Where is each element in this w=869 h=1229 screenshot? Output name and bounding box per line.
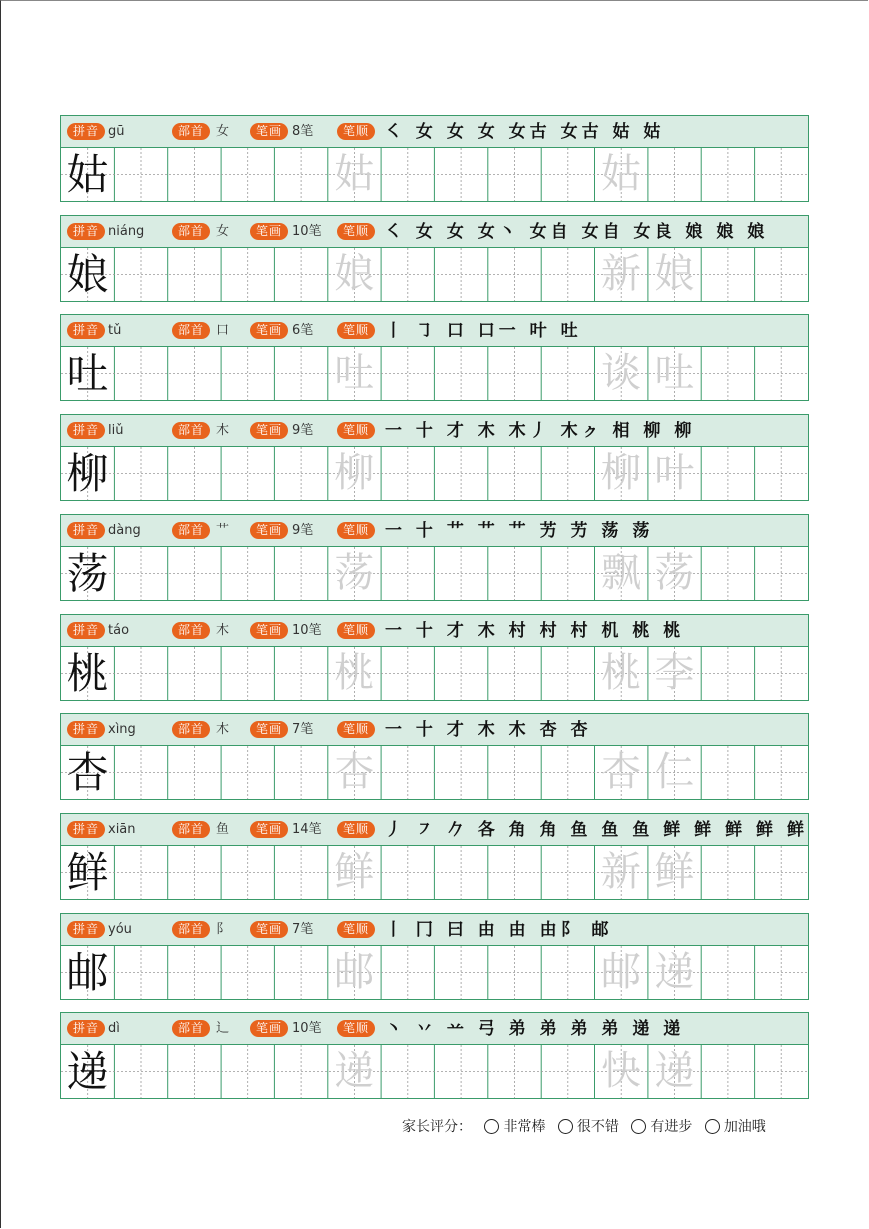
trace-cell[interactable] [221, 647, 274, 700]
trace-cell[interactable] [221, 347, 274, 400]
character-row [60, 115, 809, 202]
pinyin-badge: 拼音 [67, 522, 105, 539]
trace-cell[interactable] [114, 647, 167, 700]
trace-cell[interactable] [168, 248, 221, 301]
trace-cell[interactable] [221, 547, 274, 600]
rating-option-label: 很不错 [576, 1119, 619, 1135]
trace-cell[interactable] [648, 148, 701, 201]
trace-cell[interactable] [434, 946, 487, 999]
trace-cell[interactable] [541, 148, 594, 201]
trace-cell[interactable] [381, 248, 434, 301]
trace-cell[interactable]: 桃 [601, 650, 641, 696]
main-character: 桃 [66, 649, 109, 698]
trace-cell[interactable] [114, 447, 167, 500]
trace-cell[interactable]: 姑 [334, 151, 375, 197]
stroke-order-sequence: 一 十 才 木 村 村 村 机 桃 桃 [385, 621, 685, 641]
trace-cell[interactable] [381, 148, 434, 201]
radical-value: 阝 [216, 922, 230, 937]
stroke-count-value [292, 1020, 322, 1037]
trace-cell[interactable] [434, 846, 487, 899]
stroke-unit: 笔 [308, 1021, 322, 1036]
row-header [61, 315, 808, 347]
rating-option-circle-1[interactable] [558, 1119, 573, 1134]
trace-cell[interactable]: 新 [601, 849, 641, 895]
trace-cell[interactable] [434, 148, 487, 201]
trace-cell[interactable] [701, 647, 754, 700]
radical-value: 口 [216, 323, 230, 338]
trace-cell[interactable] [755, 1045, 808, 1098]
rating-option-label: 有进步 [650, 1119, 693, 1135]
stroke-count-value [292, 622, 322, 639]
trace-cell[interactable] [541, 1045, 594, 1098]
radical-badge: 部首 [172, 921, 210, 938]
radical-value: 木 [216, 623, 230, 638]
trace-cell[interactable] [381, 846, 434, 899]
pinyin-badge: 拼音 [67, 322, 105, 339]
writing-grid [61, 547, 808, 600]
radical-value: 鱼 [216, 822, 230, 837]
radical-badge: 部首 [172, 721, 210, 738]
pinyin-value: tǔ [108, 323, 122, 338]
radical-value: 辶 [216, 1021, 230, 1036]
stroke-count-badge: 笔画 [250, 422, 288, 439]
character-row [60, 215, 809, 302]
trace-cell[interactable]: 桃 [334, 650, 375, 696]
stroke-count-number: 10 [292, 1021, 309, 1036]
trace-cell[interactable] [274, 846, 327, 899]
rating-label: 家长评分： [402, 1119, 472, 1135]
row-header [61, 814, 808, 846]
trace-cell[interactable] [168, 647, 221, 700]
main-character: 荡 [66, 549, 109, 598]
trace-cell[interactable]: 荡 [654, 550, 695, 596]
radical-badge: 部首 [172, 622, 210, 639]
stroke-count-value [292, 422, 313, 439]
writing-grid [61, 1045, 808, 1098]
stroke-order-badge: 笔顺 [337, 522, 375, 539]
stroke-unit: 笔 [308, 822, 322, 837]
trace-cell[interactable] [541, 547, 594, 600]
stroke-unit: 笔 [300, 124, 314, 139]
trace-cell[interactable] [488, 447, 541, 500]
pinyin-badge: 拼音 [67, 1020, 105, 1037]
rating-option-label: 非常棒 [503, 1119, 546, 1135]
radical-value: 艹 [216, 523, 230, 538]
trace-cell[interactable] [488, 347, 541, 400]
character-row [60, 1012, 809, 1099]
trace-cell[interactable] [168, 148, 221, 201]
stroke-unit: 笔 [300, 722, 314, 737]
stroke-unit: 笔 [300, 423, 314, 438]
rating-option-circle-0[interactable] [484, 1119, 499, 1134]
stroke-count-badge: 笔画 [250, 123, 288, 140]
trace-cell[interactable] [381, 647, 434, 700]
trace-cell[interactable]: 杏 [601, 749, 641, 795]
stroke-order-sequence: 一 十 才 木 木丿 木ㇰ 相 柳 柳 [385, 421, 696, 441]
trace-cell[interactable] [434, 248, 487, 301]
trace-cell[interactable]: 鲜 [334, 849, 375, 895]
trace-cell[interactable] [541, 846, 594, 899]
stroke-count-value [292, 123, 313, 140]
trace-cell[interactable] [381, 547, 434, 600]
pinyin-badge: 拼音 [67, 422, 105, 439]
trace-cell[interactable] [488, 1045, 541, 1098]
trace-cell[interactable] [541, 647, 594, 700]
writing-grid [61, 347, 808, 400]
pinyin-value: liǔ [108, 423, 124, 438]
trace-cell[interactable] [221, 946, 274, 999]
trace-cell[interactable] [755, 347, 808, 400]
stroke-order-sequence: 丨 ㇆ 口 口一 叶 吐 [385, 321, 582, 341]
trace-cell[interactable] [488, 647, 541, 700]
pinyin-badge: 拼音 [67, 223, 105, 240]
stroke-count-number: 7 [292, 922, 301, 937]
trace-cell[interactable] [168, 1045, 221, 1098]
trace-cell[interactable] [274, 148, 327, 201]
trace-cell[interactable] [381, 1045, 434, 1098]
stroke-count-number: 10 [292, 623, 309, 638]
trace-cell[interactable] [488, 746, 541, 799]
trace-cell[interactable] [755, 447, 808, 500]
trace-cell[interactable]: 邮 [334, 949, 375, 995]
stroke-count-value [292, 821, 322, 838]
stroke-unit: 笔 [300, 922, 314, 937]
trace-cell[interactable]: 荡 [334, 550, 375, 596]
trace-cell[interactable]: 杏 [334, 749, 375, 795]
trace-cell[interactable] [755, 647, 808, 700]
trace-cell[interactable] [755, 248, 808, 301]
trace-cell[interactable] [755, 846, 808, 899]
stroke-count-value [292, 322, 313, 339]
trace-cell[interactable]: 鲜 [654, 849, 695, 895]
trace-cell[interactable] [168, 746, 221, 799]
trace-cell[interactable] [541, 248, 594, 301]
main-character: 递 [66, 1047, 109, 1096]
trace-cell[interactable] [701, 447, 754, 500]
trace-cell[interactable] [168, 447, 221, 500]
stroke-order-sequence: 一 十 艹 艹 艹 艻 艻 荡 荡 [385, 521, 654, 541]
stroke-count-badge: 笔画 [250, 322, 288, 339]
radical-value: 木 [216, 722, 230, 737]
pinyin-value: táo [108, 623, 130, 638]
pinyin-badge: 拼音 [67, 123, 105, 140]
trace-cell[interactable] [701, 746, 754, 799]
trace-cell[interactable]: 李 [654, 650, 695, 696]
stroke-count-value [292, 721, 313, 738]
character-row [60, 414, 809, 501]
radical-badge: 部首 [172, 123, 210, 140]
trace-cell[interactable] [381, 746, 434, 799]
stroke-count-number: 10 [292, 224, 309, 239]
character-row [60, 314, 809, 401]
stroke-count-badge: 笔画 [250, 721, 288, 738]
pinyin-badge: 拼音 [67, 821, 105, 838]
trace-cell[interactable] [274, 647, 327, 700]
stroke-unit: 笔 [308, 623, 322, 638]
stroke-count-value [292, 921, 313, 938]
trace-cell[interactable] [701, 846, 754, 899]
trace-cell[interactable]: 吐 [334, 350, 375, 396]
pinyin-badge: 拼音 [67, 721, 105, 738]
stroke-count-value [292, 522, 313, 539]
row-header [61, 714, 808, 746]
stroke-order-badge: 笔顺 [337, 1020, 375, 1037]
trace-cell[interactable]: 娘 [654, 251, 695, 297]
pinyin-badge: 拼音 [67, 921, 105, 938]
trace-cell[interactable] [221, 1045, 274, 1098]
trace-cell[interactable] [755, 547, 808, 600]
trace-cell[interactable]: 娘 [334, 251, 375, 297]
stroke-order-badge: 笔顺 [337, 322, 375, 339]
trace-cell[interactable]: 柳 [601, 450, 641, 496]
trace-cell[interactable] [114, 1045, 167, 1098]
trace-cell[interactable]: 快 [601, 1048, 641, 1094]
stroke-count-badge: 笔画 [250, 223, 288, 240]
stroke-unit: 笔 [308, 224, 322, 239]
pinyin-value: niáng [108, 224, 145, 239]
parent-rating [402, 1116, 766, 1138]
writing-grid [61, 148, 808, 201]
trace-cell[interactable] [114, 248, 167, 301]
stroke-order-sequence: 一 十 才 木 木 杏 杏 [385, 720, 592, 740]
trace-cell[interactable] [434, 1045, 487, 1098]
stroke-count-badge: 笔画 [250, 821, 288, 838]
pinyin-value: yóu [108, 922, 132, 937]
stroke-order-badge: 笔顺 [337, 921, 375, 938]
trace-cell[interactable] [221, 447, 274, 500]
trace-cell[interactable] [114, 946, 167, 999]
main-character: 杏 [66, 748, 109, 797]
stroke-order-sequence: ㇛ 女 女 女丶 女自 女自 女良 娘 娘 娘 [385, 222, 769, 242]
radical-badge: 部首 [172, 422, 210, 439]
writing-grid [61, 447, 808, 500]
stroke-count-number: 9 [292, 423, 301, 438]
trace-cell[interactable]: 叶 [654, 450, 695, 496]
stroke-order-sequence: ㇛ 女 女 女 女古 女古 姑 姑 [385, 122, 665, 142]
stroke-unit: 笔 [300, 523, 314, 538]
stroke-count-value [292, 223, 322, 240]
trace-cell[interactable] [381, 946, 434, 999]
row-header [61, 615, 808, 647]
stroke-unit: 笔 [300, 323, 314, 338]
main-character: 邮 [66, 948, 109, 997]
stroke-count-badge: 笔画 [250, 522, 288, 539]
trace-cell[interactable] [434, 746, 487, 799]
trace-cell[interactable]: 飘 [601, 550, 641, 596]
main-character: 姑 [66, 150, 109, 199]
pinyin-value: xìng [108, 722, 136, 737]
trace-cell[interactable] [701, 148, 754, 201]
trace-cell[interactable]: 递 [654, 1048, 695, 1094]
pinyin-value: gū [108, 124, 125, 139]
trace-cell[interactable] [541, 447, 594, 500]
trace-cell[interactable]: 柳 [334, 450, 375, 496]
trace-cell[interactable] [488, 846, 541, 899]
character-row [60, 514, 809, 601]
stroke-count-number: 7 [292, 722, 301, 737]
radical-value: 女 [216, 124, 230, 139]
stroke-count-badge: 笔画 [250, 921, 288, 938]
pinyin-value: dì [108, 1021, 120, 1036]
trace-cell[interactable] [114, 746, 167, 799]
trace-cell[interactable] [434, 547, 487, 600]
main-character: 娘 [66, 250, 109, 299]
trace-cell[interactable] [701, 248, 754, 301]
trace-cell[interactable]: 新 [601, 251, 641, 297]
trace-cell[interactable] [701, 1045, 754, 1098]
trace-cell[interactable] [541, 946, 594, 999]
writing-grid [61, 746, 808, 799]
trace-cell[interactable] [274, 1045, 327, 1098]
trace-cell[interactable] [274, 248, 327, 301]
trace-cell[interactable] [381, 447, 434, 500]
row-header [61, 415, 808, 447]
trace-cell[interactable] [168, 547, 221, 600]
rating-option-label: 加油哦 [723, 1119, 766, 1135]
radical-badge: 部首 [172, 223, 210, 240]
trace-cell[interactable]: 姑 [601, 151, 641, 197]
trace-cell[interactable] [114, 347, 167, 400]
row-header [61, 515, 808, 547]
character-row [60, 913, 809, 1000]
trace-cell[interactable] [541, 347, 594, 400]
stroke-count-number: 8 [292, 124, 301, 139]
writing-grid [61, 647, 808, 700]
trace-cell[interactable] [274, 746, 327, 799]
trace-cell[interactable] [541, 746, 594, 799]
trace-cell[interactable]: 递 [654, 949, 695, 995]
trace-cell[interactable] [168, 347, 221, 400]
stroke-order-sequence: 丶 丷 䒑 弓 弟 弟 弟 弟 递 递 [385, 1019, 685, 1039]
radical-badge: 部首 [172, 322, 210, 339]
stroke-order-badge: 笔顺 [337, 422, 375, 439]
character-row [60, 614, 809, 701]
stroke-count-number: 9 [292, 523, 301, 538]
trace-cell[interactable]: 邮 [601, 949, 641, 995]
trace-cell[interactable] [221, 248, 274, 301]
trace-cell[interactable] [168, 846, 221, 899]
main-character: 鲜 [66, 848, 109, 897]
radical-value: 木 [216, 423, 230, 438]
pinyin-value: dàng [108, 523, 141, 538]
trace-cell[interactable] [221, 746, 274, 799]
trace-cell[interactable] [701, 946, 754, 999]
stroke-order-badge: 笔顺 [337, 821, 375, 838]
trace-cell[interactable]: 递 [334, 1048, 375, 1094]
trace-cell[interactable] [755, 148, 808, 201]
trace-cell[interactable] [168, 946, 221, 999]
writing-grid [61, 946, 808, 999]
trace-cell[interactable] [434, 647, 487, 700]
trace-cell[interactable] [114, 148, 167, 201]
main-character: 吐 [66, 349, 109, 398]
trace-cell[interactable] [488, 248, 541, 301]
row-header [61, 116, 808, 148]
trace-cell[interactable] [114, 547, 167, 600]
trace-cell[interactable] [488, 946, 541, 999]
trace-cell[interactable] [274, 547, 327, 600]
pinyin-badge: 拼音 [67, 622, 105, 639]
stroke-count-badge: 笔画 [250, 1020, 288, 1037]
stroke-order-badge: 笔顺 [337, 123, 375, 140]
trace-cell[interactable] [701, 547, 754, 600]
character-row [60, 813, 809, 900]
row-header [61, 914, 808, 946]
stroke-order-badge: 笔顺 [337, 622, 375, 639]
trace-cell[interactable]: 谈 [601, 350, 641, 396]
trace-cell[interactable] [755, 746, 808, 799]
stroke-order-badge: 笔顺 [337, 223, 375, 240]
stroke-order-badge: 笔顺 [337, 721, 375, 738]
trace-cell[interactable] [114, 846, 167, 899]
row-header [61, 216, 808, 248]
radical-value: 女 [216, 224, 230, 239]
rating-option-circle-2[interactable] [631, 1119, 646, 1134]
writing-grid [61, 846, 808, 899]
radical-badge: 部首 [172, 522, 210, 539]
rating-option-circle-3[interactable] [705, 1119, 720, 1134]
stroke-order-sequence: 丿 ㇇ 𠂊 各 角 角 鱼 鱼 鱼 鲜 鲜 鲜 鲜 鲜 [385, 820, 808, 840]
trace-cell[interactable] [488, 148, 541, 201]
stroke-count-number: 14 [292, 822, 309, 837]
trace-cell[interactable] [434, 447, 487, 500]
trace-cell[interactable] [274, 347, 327, 400]
trace-cell[interactable] [221, 846, 274, 899]
pinyin-value: xiān [108, 822, 136, 837]
trace-cell[interactable] [274, 946, 327, 999]
trace-cell[interactable] [755, 946, 808, 999]
stroke-order-sequence: 丨 冂 曰 由 由 由阝 邮 [385, 920, 613, 940]
writing-grid [61, 248, 808, 301]
radical-badge: 部首 [172, 821, 210, 838]
radical-badge: 部首 [172, 1020, 210, 1037]
main-character: 柳 [66, 449, 109, 498]
stroke-count-number: 6 [292, 323, 301, 338]
trace-cell[interactable] [381, 347, 434, 400]
character-row [60, 713, 809, 800]
trace-cell[interactable] [434, 347, 487, 400]
trace-cell[interactable]: 吐 [654, 350, 695, 396]
trace-cell[interactable] [701, 347, 754, 400]
row-header [61, 1013, 808, 1045]
trace-cell[interactable] [221, 148, 274, 201]
trace-cell[interactable] [488, 547, 541, 600]
trace-cell[interactable] [274, 447, 327, 500]
stroke-count-badge: 笔画 [250, 622, 288, 639]
trace-cell[interactable]: 仁 [654, 749, 695, 795]
